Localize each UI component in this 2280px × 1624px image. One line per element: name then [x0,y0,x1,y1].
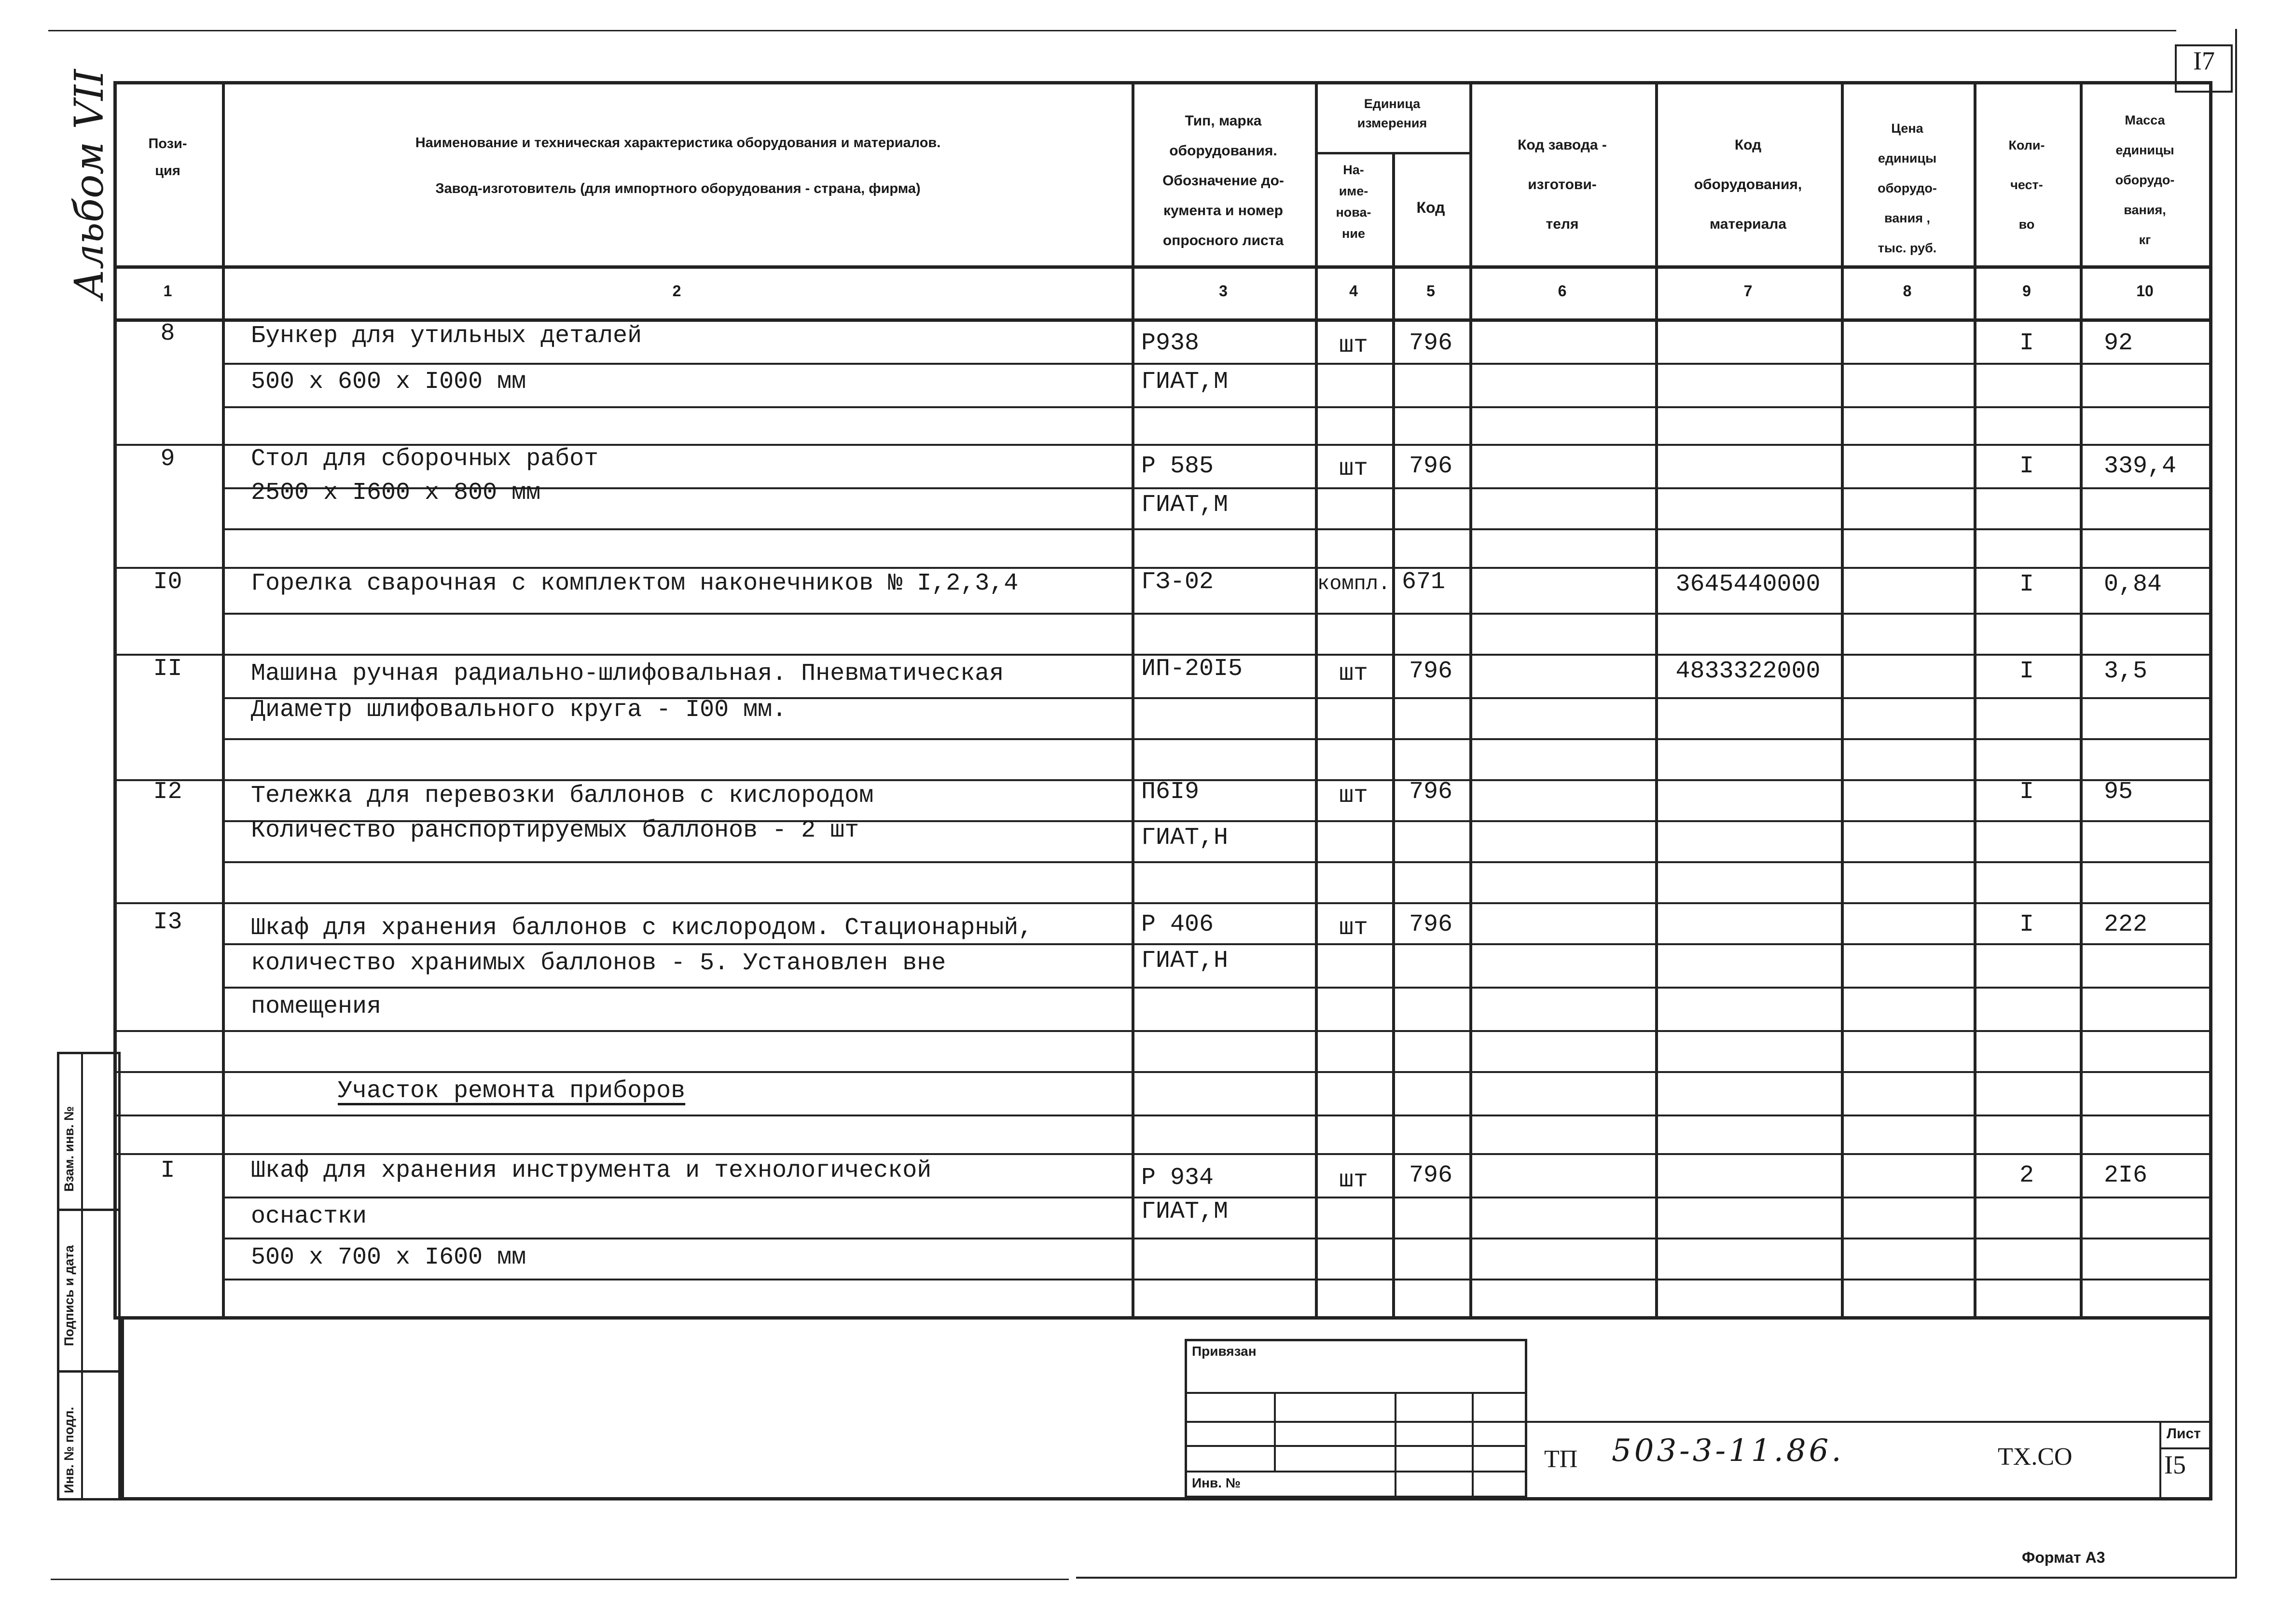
row-line [222,613,2210,615]
cell-qty: I [2019,453,2034,480]
colnum-9: 9 [2022,282,2031,300]
cell-unit: шт [1339,914,1368,942]
header-name-1: Наименование и техническая характеристика оборудования и материалов. [415,135,941,151]
cell-name: 500 x 600 x I000 мм [251,368,526,396]
cell-mass: 0,84 [2104,571,2162,598]
cell-type: ГИАТ,Н [1141,824,1229,852]
doc-line [1527,1421,2210,1423]
cell-unit: компл. [1317,572,1391,595]
colnum-5: 5 [1426,282,1435,300]
cell-qty: I [2019,911,2034,938]
section-heading: Участок ремонта приборов [338,1077,686,1105]
table-bottom [113,1316,2212,1320]
cell-name: помещения [251,993,382,1020]
cell-type: ГИАТ,М [1141,491,1229,519]
titleblock-right [2209,1317,2212,1500]
cell-mass: 95 [2104,778,2133,806]
cell-name: Шкаф для хранения баллонов с кислородом. Стационарный, [251,914,1033,942]
cell-pos: I3 [153,908,182,936]
colnum-6: 6 [1558,282,1567,300]
frame-right [2235,29,2237,1578]
header-bottom [113,265,2212,269]
row-line [222,738,2210,740]
inv-no-label: Инв. № [1192,1475,1241,1490]
cell-name: оснастки [251,1203,367,1230]
cell-pos: I2 [153,778,182,806]
colnum-10: 10 [2136,282,2154,300]
cell-pos: I [160,1157,175,1184]
cell-code: 671 [1402,568,1446,596]
cell-qty: I [2019,330,2034,357]
header-name-2: Завод-изготовитель (для импортного оборудования - страна, фирма) [435,181,921,196]
header-pos-text: Пози- ция [148,136,187,179]
cell-code: 796 [1409,911,1452,938]
cell-pos: I0 [153,568,182,596]
cell-name: Тележка для перевозки баллонов с кислородом [251,782,874,810]
row-line [113,1153,2212,1155]
cell-unit: шт [1339,1167,1368,1194]
cell-type: ГИАТ,Н [1141,947,1229,975]
titleblock-bottom [121,1497,2210,1500]
cell-type: ГИАТ,М [1141,1198,1229,1225]
cell-unit: шт [1339,660,1368,688]
header-type: Тип, марка оборудования. Обозначение до- кумента и номер опросного листа [1162,113,1284,248]
cell-pos: II [153,655,182,683]
privyazan-line [1185,1471,1527,1473]
frame-bottom-left [51,1579,1069,1580]
cell-type: Р938 [1141,330,1200,357]
privyazan-label: Привязан [1192,1344,1257,1359]
cell-type: Р 934 [1141,1164,1214,1192]
side-stamp-replace: Взам. инв. № [62,1106,76,1192]
col-line-4 [1392,152,1395,1320]
album-label: Альбом VII [67,69,112,299]
doc-tp: ТП [1544,1445,1578,1473]
cell-qty: I [2019,658,2034,685]
header-pos [116,130,220,184]
row-line [113,1115,2212,1116]
row-line [222,1279,2210,1280]
privyazan-line [1185,1421,1527,1423]
sheet-number: I5 [2164,1450,2186,1479]
cell-code: 796 [1409,1162,1452,1189]
row-line [222,861,2210,863]
colnum-7: 7 [1743,282,1753,300]
cell-mass: 2I6 [2104,1162,2148,1189]
row-line [222,987,2210,989]
cell-code: 796 [1409,658,1452,685]
header-unit-code: Код [1416,199,1445,216]
unit-sub-line [1315,152,1469,154]
cell-type: П6I9 [1141,778,1200,806]
cell-name: 2500 x I600 x 800 мм [251,479,541,507]
cell-pos: 9 [160,445,175,473]
table-top [113,81,2212,84]
cell-name: Горелка сварочная с комплектом наконечников № I,2,3,4 [251,570,1019,597]
titleblock-left [121,1317,124,1500]
cell-unit: шт [1339,332,1368,359]
header-unit: Единица измерения [1357,96,1427,130]
cell-type: ГИАТ,М [1141,368,1229,396]
cell-mass: 222 [2104,911,2148,938]
cell-name: Диаметр шлифовального круга - I00 мм. [251,696,787,724]
cell-name: Шкаф для хранения инструмента и технологической [251,1157,932,1184]
row-line [222,406,2210,408]
cell-qty: I [2019,778,2034,806]
colnum-8: 8 [1903,282,1912,300]
cell-unit: шт [1339,455,1368,482]
privyazan-box [1185,1339,1527,1498]
cell-name: количество хранимых баллонов - 5. Установлен вне [251,950,946,977]
cell-code: 796 [1409,330,1452,357]
frame-bottom [1076,1577,2237,1579]
side-stamp-line [57,1209,121,1211]
side-stamp-sign: Подпись и дата [62,1245,76,1346]
cell-name: Машина ручная радиально-шлифовальная. Пневматическая [251,660,1004,688]
cell-unit: шт [1339,782,1368,810]
colnum-1: 1 [163,282,172,300]
sheet-box-line [2159,1447,2210,1449]
cell-mass: 339,4 [2104,453,2177,480]
row-line [222,1238,2210,1239]
header-factory: Код завода - изготови- теля [1518,137,1607,232]
privyazan-vline [1274,1392,1276,1472]
cell-type: ГЗ-02 [1141,568,1214,596]
cell-equip-code: 3645440000 [1675,571,1821,598]
row-line [113,1030,2212,1032]
side-stamp-divider [81,1052,83,1500]
top-sheet-number: I7 [2193,46,2215,75]
cell-qty: 2 [2019,1162,2034,1189]
privyazan-vline [1472,1392,1474,1498]
cell-name: Бункер для утильных деталей [251,322,642,350]
privyazan-vline [1395,1392,1396,1498]
frame-top [48,30,2176,31]
header-mass: Масса единицы оборудо- вания, кг [2115,113,2175,247]
cell-qty: I [2019,571,2034,598]
cell-mass: 3,5 [2104,658,2148,685]
side-stamp-inv: Инв. № подл. [62,1406,76,1493]
colnum-4: 4 [1349,282,1358,300]
colnum-2: 2 [672,282,681,300]
cell-type: Р 406 [1141,911,1214,938]
header-unit-name: На- име- нова- ние [1336,163,1371,241]
header-equip-code: Код оборудования, материала [1694,137,1802,232]
sheet-label: Лист [2167,1426,2201,1442]
cell-code: 796 [1409,453,1452,480]
cell-name: Количество ранспортируемых баллонов - 2 шт [251,817,859,844]
cell-type: ИП-20I5 [1141,655,1243,683]
doc-number: 503-3-11.86. [1612,1433,1844,1469]
row-line [113,902,2212,904]
row-line [113,1071,2212,1073]
privyazan-line [1185,1392,1527,1394]
cell-pos: 8 [160,320,175,347]
colnum-3: 3 [1219,282,1228,300]
cell-name: 500 x 700 x I600 мм [251,1244,526,1271]
cell-code: 796 [1409,778,1452,806]
row-line [222,363,2210,365]
header-price: Цена единицы оборудо- вания , тыс. руб. [1878,121,1937,255]
doc-code: ТХ.СО [1998,1443,2073,1471]
side-stamp-line [57,1370,121,1373]
cell-type: Р 585 [1141,453,1214,480]
cell-mass: 92 [2104,330,2133,357]
format-label: Формат А3 [2022,1549,2105,1566]
header-qty: Коли- чест- во [2008,138,2045,232]
privyazan-line [1185,1445,1527,1447]
cell-name: Стол для сборочных работ [251,445,599,473]
row-line [222,528,2210,530]
cell-equip-code: 4833322000 [1675,658,1821,685]
